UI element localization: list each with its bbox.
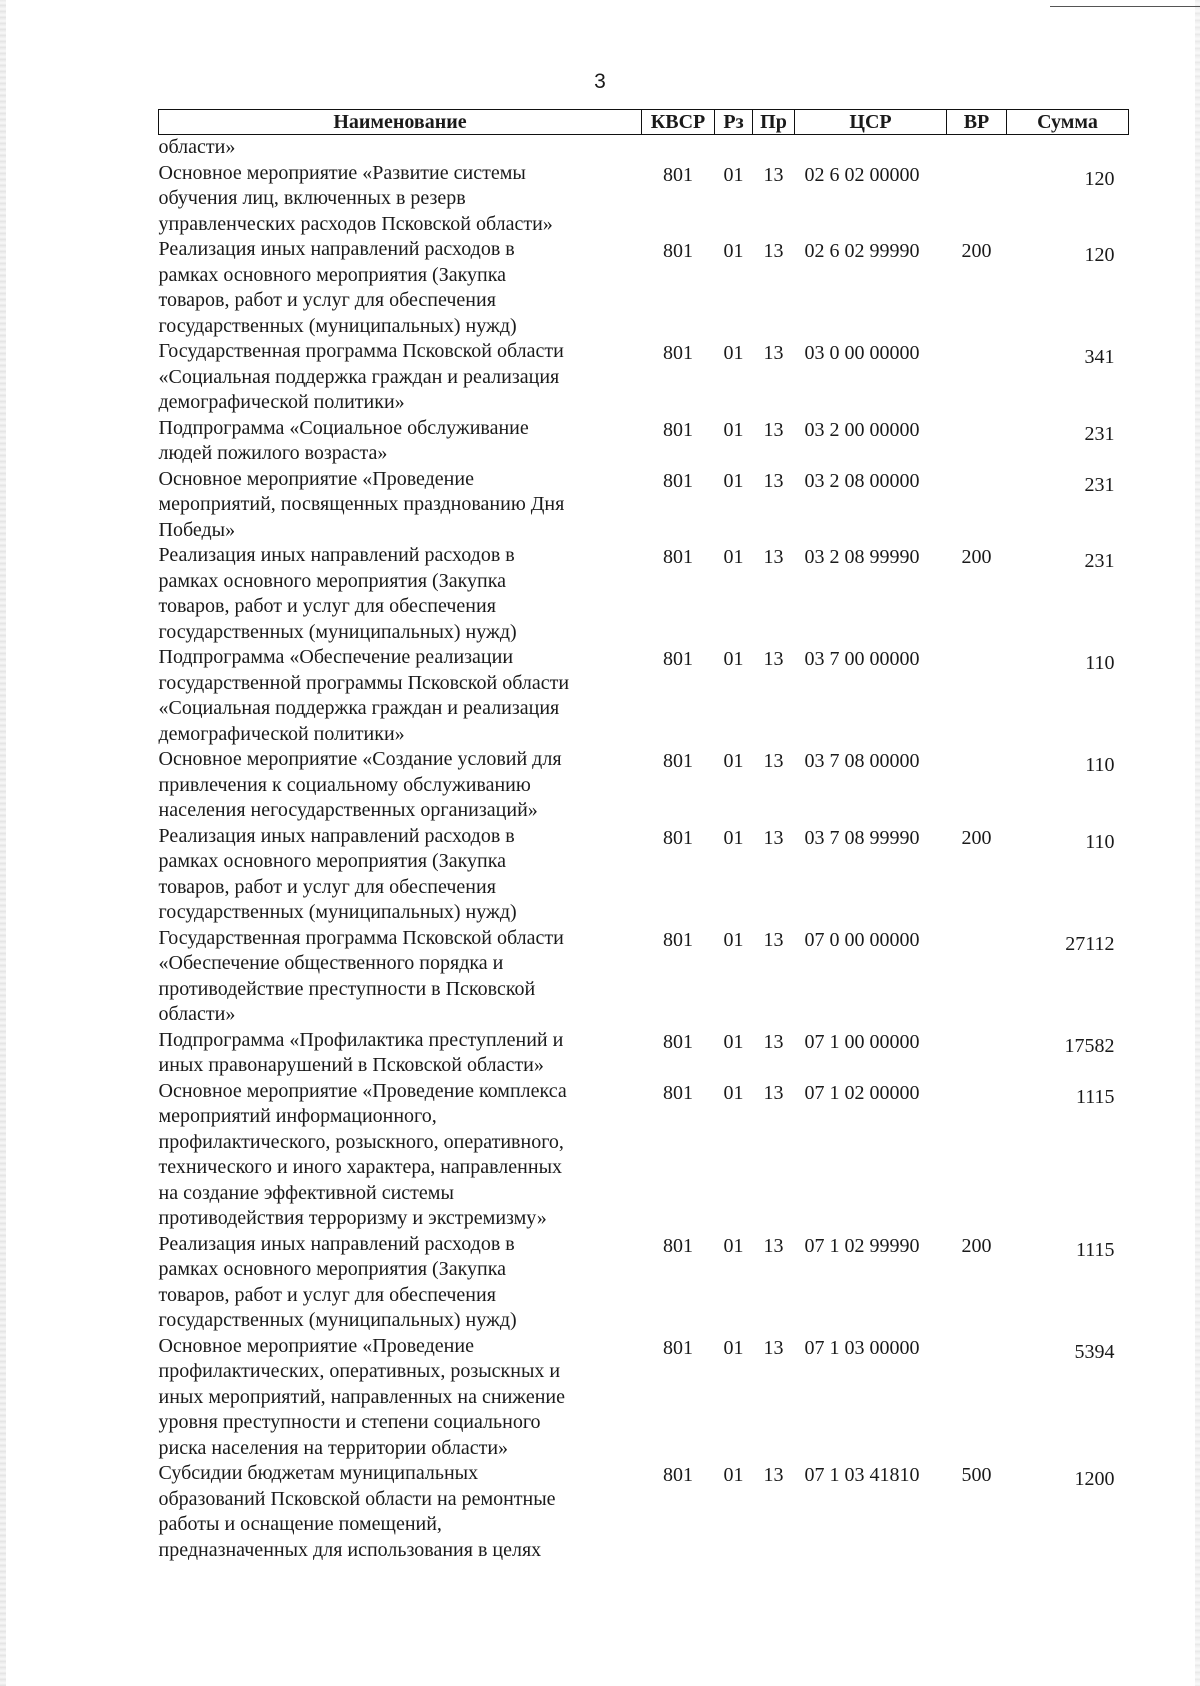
header-name: Наименование (159, 110, 642, 135)
row-name-line: «Социальная поддержка граждан и реализация (158, 697, 560, 719)
row-pr: 13 (763, 928, 784, 951)
row-name-line: Подпрограмма «Профилактика преступлений и (158, 1028, 564, 1051)
row-sum: 231 (1084, 550, 1115, 572)
header-csr: ЦСР (795, 110, 947, 135)
row-name-line: Основное мероприятие «Проведение комплекса (158, 1079, 567, 1102)
row-name-line: Реализация иных направлений расходов в (158, 1232, 515, 1255)
row-rz: 01 (723, 163, 744, 186)
row-vr (947, 467, 1007, 544)
row-pr: 13 (763, 546, 784, 568)
row-pr: 13 (763, 163, 784, 186)
row-vr: 200 (961, 240, 992, 262)
row-name-line: государственной программы Псковской области (158, 671, 570, 694)
row-name-line: Основное мероприятие «Развитие системы (158, 161, 526, 184)
budget-table (158, 109, 1129, 1563)
row-name-line: демографической политики» (158, 722, 405, 745)
row-kvsr: 801 (663, 1234, 693, 1257)
row-name-line: Субсидии бюджетам муниципальных (158, 1462, 479, 1484)
row-vr (947, 1028, 1007, 1079)
row-kvsr: 801 (663, 1030, 693, 1053)
row-name (159, 467, 642, 544)
row-vr (947, 135, 1007, 161)
row-name-line: людей пожилого возраста» (158, 442, 388, 464)
table-row (159, 1079, 1129, 1232)
row-kvsr: 801 (663, 1081, 693, 1104)
row-name (159, 1079, 642, 1232)
table-row (159, 824, 1129, 926)
row-sum: 1115 (1075, 1238, 1115, 1261)
row-pr: 13 (763, 418, 784, 441)
row-rz: 01 (723, 1081, 744, 1104)
row-name-line: рамках основного мероприятия (Закупка (158, 263, 507, 286)
row-rz: 01 (723, 1234, 744, 1257)
row-name-line: Основное мероприятие «Проведение (158, 467, 474, 490)
table-row (159, 135, 1129, 161)
row-name-line: государственных (муниципальных) нужд) (158, 620, 517, 643)
row-kvsr: 801 (663, 648, 693, 670)
row-csr: 07 1 03 41810 (804, 1464, 920, 1486)
row-name-line: области» (158, 1003, 236, 1025)
row-rz: 01 (723, 928, 744, 951)
row-name-line: товаров, работ и услуг для обеспечения (158, 875, 496, 898)
row-name-line: обучения лиц, включенных в резерв (158, 187, 466, 209)
row-csr: 07 1 02 00000 (804, 1081, 920, 1104)
row-name-line: Подпрограмма «Социальное обслуживание (158, 416, 529, 439)
row-vr (947, 645, 1007, 747)
row-sum: 231 (1084, 422, 1115, 445)
row-csr: 07 1 02 99990 (804, 1234, 920, 1257)
row-name-line: управленческих расходов Псковской области» (158, 212, 553, 235)
row-sum: 110 (1085, 830, 1115, 853)
row-csr: 03 0 00 00000 (804, 342, 920, 364)
row-rz: 01 (723, 1464, 744, 1486)
row-name-line: государственных (муниципальных) нужд) (158, 901, 517, 923)
row-name-line: профилактического, розыскного, оперативного, (158, 1130, 564, 1153)
row-sum (1007, 135, 1129, 161)
row-kvsr: 801 (663, 546, 693, 568)
top-rule (1050, 6, 1200, 7)
row-name-line: государственных (муниципальных) нужд) (158, 314, 517, 337)
row-rz: 01 (723, 546, 744, 568)
table-row (159, 237, 1129, 339)
row-name (159, 926, 642, 1028)
row-kvsr: 801 (663, 342, 693, 364)
row-name (159, 339, 642, 416)
row-name (159, 747, 642, 824)
row-sum: 1200 (1074, 1468, 1115, 1490)
row-rz: 01 (723, 826, 744, 849)
row-name-line: населения негосударственных организаций» (158, 799, 538, 821)
row-sum: 231 (1084, 473, 1115, 496)
row-name-line: Подпрограмма «Обеспечение реализации (158, 646, 514, 668)
row-kvsr: 801 (663, 163, 693, 186)
row-name-line: товаров, работ и услуг для обеспечения (158, 289, 496, 311)
row-name-line: мероприятий, посвященных празднованию Дня (158, 493, 565, 515)
row-pr: 13 (763, 240, 784, 262)
row-pr: 13 (763, 1234, 784, 1257)
row-name-line: государственных (муниципальных) нужд) (158, 1309, 517, 1331)
row-name (159, 1461, 642, 1563)
row-csr: 02 6 02 00000 (804, 163, 920, 186)
table-row (159, 747, 1129, 824)
row-pr: 13 (763, 750, 784, 772)
row-vr (947, 747, 1007, 824)
row-vr: 500 (961, 1464, 992, 1486)
row-csr: 07 1 00 00000 (804, 1030, 920, 1053)
table-row (159, 1461, 1129, 1563)
row-name-line: противодействия терроризму и экстремизму» (158, 1207, 547, 1229)
row-pr (753, 135, 795, 161)
row-name-line: Основное мероприятие «Создание условий для (158, 748, 562, 770)
row-rz: 01 (723, 418, 744, 441)
row-name (159, 416, 642, 467)
row-name (159, 824, 642, 926)
row-name-line: иных мероприятий, направленных на снижение (158, 1385, 565, 1408)
row-name-line: области» (158, 136, 236, 158)
scan-edge-right (1195, 0, 1200, 1686)
row-kvsr: 801 (663, 750, 693, 772)
row-vr: 200 (961, 546, 992, 568)
table-row (159, 339, 1129, 416)
row-pr: 13 (763, 1336, 784, 1359)
row-vr (947, 161, 1007, 238)
row-kvsr: 801 (663, 469, 693, 492)
row-name-line: профилактических, оперативных, розыскных и (158, 1360, 561, 1382)
row-kvsr: 801 (663, 1336, 693, 1359)
table-row (159, 1028, 1129, 1079)
row-name-line: технического и иного характера, направленных (158, 1156, 563, 1178)
row-csr: 07 0 00 00000 (804, 928, 920, 951)
row-kvsr: 801 (663, 826, 693, 849)
scan-edge-left (0, 0, 6, 1686)
row-rz: 01 (723, 240, 744, 262)
row-name (159, 645, 642, 747)
row-kvsr: 801 (663, 418, 693, 441)
row-vr (947, 1079, 1007, 1232)
table-row (159, 467, 1129, 544)
row-sum: 27112 (1065, 932, 1115, 955)
row-name-line: Реализация иных направлений расходов в (158, 238, 515, 260)
row-name (159, 237, 642, 339)
row-vr (947, 339, 1007, 416)
row-name (159, 543, 642, 645)
row-name-line: Реализация иных направлений расходов в (158, 824, 515, 847)
row-csr: 03 2 08 00000 (804, 469, 920, 492)
row-csr: 07 1 03 00000 (804, 1336, 920, 1359)
row-kvsr: 801 (663, 240, 693, 262)
row-sum: 110 (1085, 754, 1115, 776)
row-sum: 1115 (1075, 1085, 1115, 1108)
row-sum: 120 (1084, 167, 1115, 190)
header-sum: Сумма (1007, 110, 1129, 135)
row-name (159, 1334, 642, 1462)
row-csr: 03 2 08 99990 (804, 546, 920, 568)
row-name-line: товаров, работ и услуг для обеспечения (158, 1283, 496, 1306)
row-csr: 02 6 02 99990 (804, 240, 920, 262)
table-row (159, 1334, 1129, 1462)
table-row (159, 161, 1129, 238)
row-name-line: риска населения на территории области» (158, 1436, 509, 1459)
row-name (159, 135, 642, 161)
row-sum: 17582 (1064, 1034, 1115, 1057)
row-csr: 03 7 08 99990 (804, 826, 920, 849)
row-rz: 01 (723, 1030, 744, 1053)
row-name-line: Победы» (158, 518, 236, 541)
row-pr: 13 (763, 1081, 784, 1104)
row-rz: 01 (723, 1336, 744, 1359)
row-name-line: «Обеспечение общественного порядка и (158, 952, 504, 974)
row-name (159, 1232, 642, 1334)
table-row (159, 645, 1129, 747)
row-name-line: образований Псковской области на ремонтные (158, 1487, 556, 1510)
row-pr: 13 (763, 342, 784, 364)
row-name-line: привлечения к социальному обслуживанию (158, 773, 531, 796)
row-rz: 01 (723, 342, 744, 364)
row-kvsr: 801 (663, 1464, 693, 1486)
row-name-line: работы и оснащение помещений, (158, 1513, 442, 1535)
row-name-line: Государственная программа Псковской области (158, 340, 564, 362)
header-vr: ВР (947, 110, 1007, 135)
header-kvsr: КВСР (642, 110, 715, 135)
row-name-line: «Социальная поддержка граждан и реализация (158, 365, 560, 388)
row-pr: 13 (763, 469, 784, 492)
row-name (159, 1028, 642, 1079)
row-name-line: предназначенных для использования в целях (158, 1538, 542, 1561)
row-sum: 341 (1084, 346, 1115, 368)
row-vr (947, 1334, 1007, 1462)
row-name-line: Основное мероприятие «Проведение (158, 1334, 474, 1357)
table-row (159, 543, 1129, 645)
row-name-line: Реализация иных направлений расходов в (158, 544, 515, 566)
row-vr: 200 (961, 826, 992, 849)
row-kvsr: 801 (663, 928, 693, 951)
row-rz: 01 (723, 648, 744, 670)
row-csr: 03 7 00 00000 (804, 648, 920, 670)
table-row (159, 416, 1129, 467)
row-pr: 13 (763, 1030, 784, 1053)
row-name-line: Государственная программа Псковской области (158, 926, 564, 949)
row-csr: 03 7 08 00000 (804, 750, 920, 772)
row-rz (715, 135, 753, 161)
row-kvsr (642, 135, 715, 161)
table-row (159, 926, 1129, 1028)
row-sum: 120 (1084, 244, 1115, 266)
row-pr: 13 (763, 1464, 784, 1486)
row-name-line: демографической политики» (158, 391, 405, 413)
row-name-line: на создание эффективной системы (158, 1181, 454, 1204)
row-name-line: противодействие преступности в Псковской (158, 977, 536, 1000)
header-rz: Рз (715, 110, 753, 135)
row-sum: 110 (1085, 652, 1115, 674)
row-vr: 200 (961, 1234, 992, 1257)
row-vr (947, 416, 1007, 467)
table-body (159, 135, 1129, 1564)
row-rz: 01 (723, 750, 744, 772)
row-name-line: иных правонарушений в Псковской области» (158, 1054, 544, 1076)
row-sum: 5394 (1074, 1340, 1115, 1363)
table-row (159, 1232, 1129, 1334)
row-name-line: мероприятий информационного, (158, 1105, 437, 1127)
table-header-row (159, 110, 1129, 135)
row-csr: 03 2 00 00000 (804, 418, 920, 441)
page-number: 3 (594, 70, 606, 93)
row-name-line: рамках основного мероприятия (Закупка (158, 850, 507, 872)
row-name (159, 161, 642, 238)
row-pr: 13 (763, 648, 784, 670)
row-pr: 13 (763, 826, 784, 849)
row-name-line: уровня преступности и степени социального (158, 1411, 541, 1433)
row-vr (947, 926, 1007, 1028)
row-name-line: рамках основного мероприятия (Закупка (158, 569, 507, 592)
row-name-line: товаров, работ и услуг для обеспечения (158, 595, 496, 617)
header-pr: Пр (753, 110, 795, 135)
row-name-line: рамках основного мероприятия (Закупка (158, 1258, 507, 1280)
row-rz: 01 (723, 469, 744, 492)
row-csr (795, 135, 947, 161)
